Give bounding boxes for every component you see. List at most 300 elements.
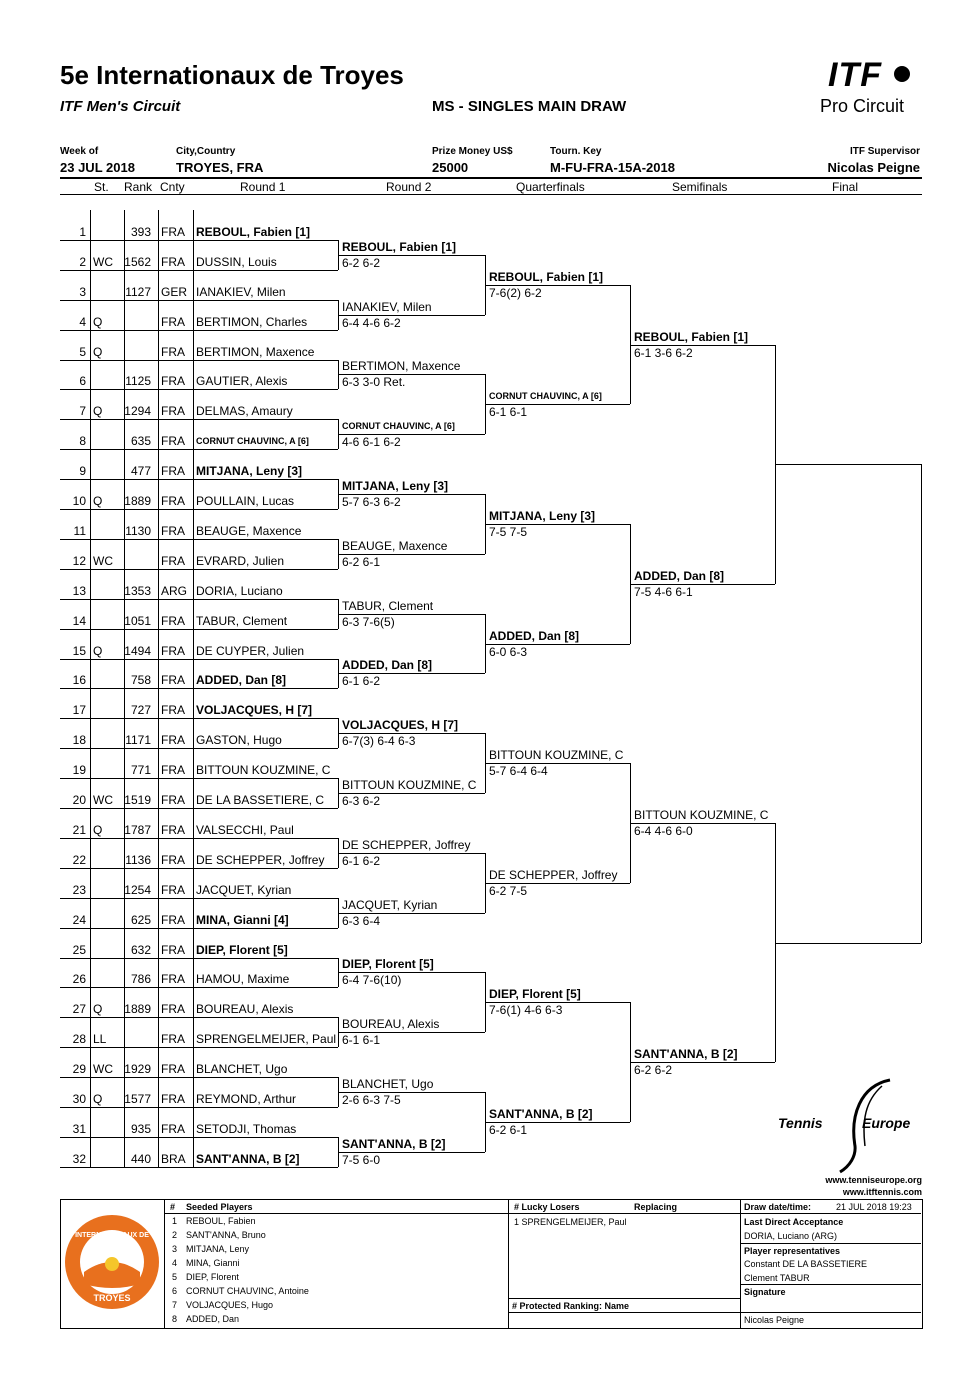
qf-winner-name: ADDED, Dan [8] <box>489 628 580 643</box>
draw-position: 11 <box>73 523 86 538</box>
player-rank: 1889 <box>124 494 151 508</box>
r1-row-line <box>60 808 338 809</box>
tennis-ball-icon <box>894 66 910 82</box>
seeded-divider <box>164 1213 508 1214</box>
draw-position: 28 <box>72 1032 86 1047</box>
player-country: FRA <box>161 523 185 538</box>
draw-position: 8 <box>79 434 86 449</box>
player-country: FRA <box>161 822 185 837</box>
r1-row-line <box>60 629 338 630</box>
col-cnty: Cnty <box>160 180 185 194</box>
player-rank: 635 <box>130 434 151 449</box>
sf-score: 6-1 3-6 6-2 <box>634 345 693 360</box>
tourn-key-value: M-FU-FRA-15A-2018 <box>550 160 675 175</box>
qf-score: 6-1 6-1 <box>489 405 528 420</box>
r2-winner-name: MITJANA, Leny [3] <box>342 479 449 494</box>
r2-winner-name: BEAUGE, Maxence <box>342 538 448 553</box>
qf-score: 6-0 6-3 <box>489 644 528 659</box>
qf-winner-name: BITTOUN KOUZMINE, C <box>489 748 624 763</box>
qf-winner-name: REBOUL, Fabien [1] <box>489 269 604 284</box>
draw-position: 3 <box>79 284 86 299</box>
r1-row-line <box>60 389 338 390</box>
player-country: FRA <box>161 344 185 359</box>
player-country: FRA <box>161 643 185 658</box>
r2-score: 4-6 6-1 6-2 <box>342 435 401 450</box>
fdiv-3 <box>740 1284 921 1285</box>
qf-score: 5-7 6-4 6-4 <box>489 764 548 779</box>
player-country: FRA <box>161 852 185 867</box>
sf-winner-name: BITTOUN KOUZMINE, C <box>634 807 769 822</box>
r1-row-line <box>60 330 338 331</box>
lda-label: Last Direct Acceptance <box>744 1217 844 1227</box>
player-name: REBOUL, Fabien [1] <box>196 224 311 239</box>
draw-position: 14 <box>72 613 86 628</box>
r1-row-line <box>60 479 338 480</box>
sf-winner-name: SANT'ANNA, B [2] <box>634 1047 738 1062</box>
col-rank: Rank <box>124 180 153 194</box>
draw-position: 22 <box>72 852 86 867</box>
player-country: FRA <box>161 314 185 329</box>
player-status: Q <box>93 643 103 658</box>
qf-winner-name: MITJANA, Leny [3] <box>489 508 596 523</box>
seed-name: REBOUL, Fabien <box>186 1216 256 1226</box>
player-rank: 632 <box>130 942 151 957</box>
lda-value: DORIA, Luciano (ARG) <box>744 1231 838 1241</box>
player-rank: 1787 <box>124 822 151 837</box>
player-country: FRA <box>161 494 185 508</box>
col-round2: Round 2 <box>386 180 432 194</box>
draw-position: 32 <box>72 1151 86 1166</box>
r1-row-line <box>60 1047 338 1048</box>
player-name: DIEP, Florent [5] <box>196 942 288 957</box>
player-rank: 786 <box>130 972 151 987</box>
player-rank: 1130 <box>125 523 151 538</box>
r2-score: 6-2 6-2 <box>342 255 381 270</box>
draw-position: 10 <box>72 494 86 508</box>
seed-number: 7 <box>172 1300 178 1310</box>
player-country: FRA <box>161 464 185 479</box>
pr-divider-2 <box>508 1312 740 1313</box>
player-status: Q <box>93 494 103 508</box>
r2-score: 6-1 6-1 <box>342 1033 381 1048</box>
ll-divider <box>508 1213 740 1214</box>
player-country: FRA <box>161 434 185 449</box>
player-name: SETODJI, Thomas <box>196 1121 297 1136</box>
seed-name: SANT'ANNA, Bruno <box>186 1230 266 1240</box>
player-name: TABUR, Clement <box>196 613 288 628</box>
tenniseurope-url[interactable]: www.tenniseurope.org <box>825 1175 922 1185</box>
r1-row-line <box>60 1017 338 1018</box>
draw-position: 25 <box>72 942 86 957</box>
player-rank: 1577 <box>124 1092 151 1106</box>
seed-name: DIEP, Florent <box>186 1272 239 1282</box>
r1-row-line <box>60 718 338 719</box>
seed-name: MITJANA, Leny <box>186 1244 250 1254</box>
player-name: DORIA, Luciano <box>196 583 283 598</box>
seed-name: ADDED, Dan <box>186 1314 240 1324</box>
player-country: FRA <box>161 1002 185 1017</box>
tennis-europe-right: Europe <box>862 1115 911 1131</box>
player-status: Q <box>93 1092 103 1106</box>
player-rank: 1254 <box>124 882 151 897</box>
r1-row-line <box>60 748 338 749</box>
draw-position: 15 <box>72 643 86 658</box>
player-name: ADDED, Dan [8] <box>196 673 287 688</box>
qf-score: 7-5 7-5 <box>489 524 528 539</box>
r2-score: 6-4 4-6 6-2 <box>342 315 401 330</box>
reps-label: Player representatives <box>744 1246 841 1256</box>
sf-winner-name: REBOUL, Fabien [1] <box>634 329 749 344</box>
r1-row-line <box>60 659 338 660</box>
r2-winner-name: SANT'ANNA, B [2] <box>342 1136 446 1151</box>
player-rank: 1889 <box>124 1002 151 1017</box>
header-divider <box>60 177 922 179</box>
r2-score: 6-7(3) 6-4 6-3 <box>342 734 416 749</box>
r1-row-line <box>60 1167 338 1168</box>
player-rank: 1171 <box>125 733 151 748</box>
draw-position: 29 <box>72 1062 86 1077</box>
player-name: IANAKIEV, Milen <box>196 284 286 299</box>
player-name: JACQUET, Kyrian <box>196 882 292 897</box>
r2-winner-name: IANAKIEV, Milen <box>342 299 432 314</box>
player-status: WC <box>93 254 113 269</box>
seed-name: MINA, Gianni <box>186 1258 240 1268</box>
r2-winner-name: DIEP, Florent [5] <box>342 957 434 972</box>
r2-winner-name: REBOUL, Fabien [1] <box>342 239 457 254</box>
player-country: FRA <box>161 1092 185 1106</box>
seed-number: 8 <box>172 1314 178 1324</box>
player-status: WC <box>93 1062 113 1077</box>
r1-row-line <box>60 928 338 929</box>
r2-winner-name: BERTIMON, Maxence <box>342 359 461 374</box>
player-name: DE CUYPER, Julien <box>196 643 305 658</box>
week-value: 23 JUL 2018 <box>60 160 135 175</box>
fdiv-1 <box>740 1213 921 1214</box>
rep-2: Clement TABUR <box>744 1273 810 1283</box>
player-name: CORNUT CHAUVINC, A [6] <box>196 436 309 447</box>
player-name: GAUTIER, Alexis <box>196 374 288 389</box>
fdiv-4 <box>740 1312 921 1313</box>
player-name: BEAUGE, Maxence <box>196 523 302 538</box>
week-label: Week of <box>60 146 99 157</box>
player-rank: 477 <box>130 464 151 479</box>
sf-score: 6-2 6-2 <box>634 1063 673 1078</box>
seed-number: 6 <box>172 1286 178 1296</box>
draw-position: 27 <box>72 1002 86 1017</box>
supervisor-value: Nicolas Peigne <box>827 160 920 175</box>
player-status: WC <box>93 553 113 568</box>
player-name: EVRARD, Julien <box>196 553 285 568</box>
r2-score: 7-5 6-0 <box>342 1152 381 1167</box>
draw-position: 1 <box>79 224 86 239</box>
player-rank: 935 <box>130 1121 151 1136</box>
draw-position: 18 <box>72 733 86 748</box>
sf-score: 7-5 4-6 6-1 <box>634 584 693 599</box>
draw-position: 24 <box>72 912 86 927</box>
player-name: DUSSIN, Louis <box>196 254 277 269</box>
player-country: FRA <box>161 733 185 748</box>
player-country: FRA <box>161 972 185 987</box>
signature-value: Nicolas Peigne <box>744 1315 805 1325</box>
r1-row-line <box>60 868 338 869</box>
footer-divider-3 <box>740 1199 741 1328</box>
col-quarterfinals: Quarterfinals <box>516 180 585 194</box>
player-status: LL <box>93 1032 107 1047</box>
lucky-loser-row: 1 SPRENGELMEIJER, Paul <box>514 1217 627 1227</box>
player-rank: 727 <box>130 703 151 718</box>
r2-score: 6-1 6-2 <box>342 853 381 868</box>
draw-position: 17 <box>72 703 86 718</box>
qf-score: 6-2 6-1 <box>489 1122 528 1137</box>
logo-ring-text: INTERNATIONAUX DE TENNIS <box>75 1232 149 1247</box>
r1-row-line <box>60 539 338 540</box>
prize-label: Prize Money US$ <box>432 146 513 157</box>
player-rank: 393 <box>130 224 151 239</box>
r2-winner-name: DE SCHEPPER, Joffrey <box>342 837 471 852</box>
player-country: FRA <box>161 703 185 718</box>
player-status: Q <box>93 404 103 419</box>
player-country: GER <box>161 284 188 299</box>
city-value: TROYES, FRA <box>176 160 264 175</box>
player-status: Q <box>93 822 103 837</box>
r1-row-line <box>60 958 338 959</box>
r1-row-line <box>60 300 338 301</box>
player-status: Q <box>93 314 103 329</box>
player-country: FRA <box>161 793 185 807</box>
draw-position: 13 <box>72 583 86 598</box>
qf-winner-name: SANT'ANNA, B [2] <box>489 1106 593 1121</box>
signature-label: Signature <box>744 1287 786 1297</box>
r2-score: 2-6 6-3 7-5 <box>342 1093 401 1108</box>
r1-row-line <box>60 419 338 420</box>
r2-winner-name: BOUREAU, Alexis <box>342 1017 440 1032</box>
qf-score: 7-6(1) 4-6 6-3 <box>489 1003 563 1018</box>
player-rank: 1127 <box>125 284 151 299</box>
player-name: DE SCHEPPER, Joffrey <box>196 852 325 867</box>
player-country: FRA <box>161 942 185 957</box>
pr-divider <box>508 1298 740 1299</box>
logo-city-text: TROYES <box>93 1293 131 1303</box>
draw-name: MS - SINGLES MAIN DRAW <box>432 98 627 115</box>
player-rank: 1519 <box>124 793 151 807</box>
col-semifinals: Semifinals <box>672 180 728 194</box>
qf-winner-name: DIEP, Florent [5] <box>489 987 581 1002</box>
r1-row-line <box>60 599 338 600</box>
player-country: FRA <box>161 1121 185 1136</box>
r1-row-line <box>60 449 338 450</box>
itftennis-url[interactable]: www.itftennis.com <box>842 1187 922 1197</box>
player-name: MINA, Gianni [4] <box>196 912 289 927</box>
seed-number: 4 <box>172 1258 178 1268</box>
draw-position: 16 <box>72 673 86 688</box>
circuit-name: ITF Men's Circuit <box>60 98 181 115</box>
draw-position: 19 <box>72 763 86 778</box>
pro-circuit-label: Pro Circuit <box>820 96 905 116</box>
r1-row-line <box>60 509 338 510</box>
rep-1: Constant DE LA BASSETIERE <box>744 1259 868 1269</box>
player-rank: 1136 <box>125 852 151 867</box>
r1-row-line <box>60 360 338 361</box>
draw-position: 31 <box>72 1121 86 1136</box>
player-rank: 1929 <box>124 1062 151 1077</box>
player-rank: 440 <box>130 1151 151 1166</box>
player-name: GASTON, Hugo <box>196 733 282 748</box>
r2-score: 6-4 7-6(10) <box>342 973 402 988</box>
player-rank: 1494 <box>124 643 151 658</box>
qf-winner-name: CORNUT CHAUVINC, A [6] <box>489 391 602 402</box>
player-rank: 625 <box>130 912 151 927</box>
seed-number: 1 <box>172 1216 178 1226</box>
player-country: FRA <box>161 613 185 628</box>
player-name: BOUREAU, Alexis <box>196 1002 294 1017</box>
player-name: SANT'ANNA, B [2] <box>196 1151 300 1166</box>
player-country: FRA <box>161 1032 185 1047</box>
r1-row-line <box>60 240 338 241</box>
column-header-divider <box>60 194 922 195</box>
r2-winner-name: BITTOUN KOUZMINE, C <box>342 778 477 793</box>
r2-score: 5-7 6-3 6-2 <box>342 495 401 510</box>
final-line <box>775 943 921 944</box>
r2-score: 6-3 6-2 <box>342 794 381 809</box>
player-rank: 1353 <box>124 583 151 598</box>
r2-winner-name: JACQUET, Kyrian <box>342 897 438 912</box>
final-line <box>775 464 921 465</box>
seed-name: VOLJACQUES, Hugo <box>186 1300 274 1310</box>
col-round1: Round 1 <box>240 180 286 194</box>
player-name: BITTOUN KOUZMINE, C <box>196 763 331 778</box>
col-final: Final <box>832 180 859 194</box>
r1-row-line <box>60 1137 338 1138</box>
itf-logo: ITF <box>828 56 882 94</box>
replacing-label: Replacing <box>634 1202 678 1212</box>
player-country: FRA <box>161 553 185 568</box>
player-rank: 771 <box>130 763 151 778</box>
draw-position: 2 <box>79 254 86 269</box>
r2-winner-name: VOLJACQUES, H [7] <box>342 718 459 733</box>
draw-position: 9 <box>79 464 86 479</box>
sf-score: 6-4 4-6 6-0 <box>634 823 693 838</box>
r1-row-line <box>60 1107 338 1108</box>
draw-position: 4 <box>79 314 86 329</box>
qf-winner-name: DE SCHEPPER, Joffrey <box>489 867 618 882</box>
r1-row-line <box>60 778 338 779</box>
player-rank: 1294 <box>124 404 151 419</box>
player-status: Q <box>93 1002 103 1017</box>
lucky-losers-title: # Lucky Losers <box>514 1202 580 1212</box>
r2-winner-name: BLANCHET, Ugo <box>342 1077 434 1092</box>
seeded-title: Seeded Players <box>186 1202 253 1212</box>
player-name: BERTIMON, Maxence <box>196 344 315 359</box>
player-rank: 1051 <box>124 613 151 628</box>
player-country: FRA <box>161 763 185 778</box>
r1-row-line <box>60 898 338 899</box>
r2-score: 6-3 6-4 <box>342 913 381 928</box>
prize-value: 25000 <box>432 160 469 175</box>
draw-position: 20 <box>72 793 86 807</box>
player-country: FRA <box>161 1062 185 1077</box>
player-country: FRA <box>161 404 185 419</box>
player-country: FRA <box>161 882 185 897</box>
player-status: Q <box>93 344 103 359</box>
protected-ranking-title: # Protected Ranking: Name <box>512 1301 630 1311</box>
player-name: BLANCHET, Ugo <box>196 1062 288 1077</box>
seed-number: 2 <box>172 1230 178 1240</box>
player-country: FRA <box>161 673 185 688</box>
seeded-hash: # <box>170 1202 176 1212</box>
player-rank: 1125 <box>125 374 151 389</box>
draw-position: 5 <box>79 344 86 359</box>
draw-position: 23 <box>72 882 86 897</box>
player-name: POULLAIN, Lucas <box>196 494 295 508</box>
qf-score: 6-2 7-5 <box>489 883 528 898</box>
footer-divider-1 <box>164 1199 165 1328</box>
champion-connector <box>921 464 922 942</box>
seed-name: CORNUT CHAUVINC, Antoine <box>186 1286 309 1296</box>
city-label: City,Country <box>176 146 236 157</box>
player-country: FRA <box>161 912 185 927</box>
col-st: St. <box>94 180 109 194</box>
player-name: BERTIMON, Charles <box>196 314 308 329</box>
r1-row-line <box>60 688 338 689</box>
r1-row-line <box>60 270 338 271</box>
player-name: REYMOND, Arthur <box>196 1092 297 1106</box>
player-rank: 758 <box>130 673 151 688</box>
player-name: DELMAS, Amaury <box>196 404 293 419</box>
player-country: BRA <box>161 1151 186 1166</box>
player-country: FRA <box>161 254 185 269</box>
player-status: WC <box>93 793 113 807</box>
r2-score: 6-3 7-6(5) <box>342 614 395 629</box>
draw-position: 21 <box>72 822 86 837</box>
player-name: HAMOU, Maxime <box>196 972 290 987</box>
player-name: VALSECCHI, Paul <box>196 822 294 837</box>
r2-score: 6-2 6-1 <box>342 554 381 569</box>
qf-score: 7-6(2) 6-2 <box>489 285 542 300</box>
r2-winner-name: TABUR, Clement <box>342 598 434 613</box>
draw-position: 12 <box>72 553 86 568</box>
tourn-key-label: Tourn. Key <box>550 146 602 157</box>
r1-row-line <box>60 1077 338 1078</box>
draw-date-label: Draw date/time: <box>744 1202 812 1212</box>
draw-date-value: 21 JUL 2018 19:23 <box>836 1202 912 1212</box>
tennis-europe-left: Tennis <box>778 1115 823 1131</box>
r2-score: 6-1 6-2 <box>342 674 381 689</box>
player-country: FRA <box>161 374 185 389</box>
supervisor-label: ITF Supervisor <box>849 146 920 157</box>
player-name: VOLJACQUES, H [7] <box>196 703 313 718</box>
seed-number: 3 <box>172 1244 178 1254</box>
fdiv-2 <box>740 1243 921 1244</box>
player-rank: 1562 <box>124 254 151 269</box>
r1-row-line <box>60 987 338 988</box>
player-country: FRA <box>161 224 185 239</box>
draw-position: 6 <box>79 374 86 389</box>
tournament-title: 5e Internationaux de Troyes <box>60 60 404 90</box>
player-country: ARG <box>161 583 188 598</box>
r2-score: 6-3 3-0 Ret. <box>342 375 406 390</box>
r2-winner-name: CORNUT CHAUVINC, A [6] <box>342 421 455 432</box>
player-name: MITJANA, Leny [3] <box>196 464 303 479</box>
r1-row-line <box>60 569 338 570</box>
player-name: SPRENGELMEIJER, Paul <box>196 1032 337 1047</box>
player-name: DE LA BASSETIERE, C <box>196 793 325 807</box>
r1-row-line <box>60 838 338 839</box>
draw-position: 26 <box>72 972 86 987</box>
draw-position: 7 <box>79 404 86 419</box>
footer-divider-2 <box>508 1199 509 1328</box>
draw-position: 30 <box>72 1092 86 1106</box>
r2-winner-name: ADDED, Dan [8] <box>342 658 433 673</box>
